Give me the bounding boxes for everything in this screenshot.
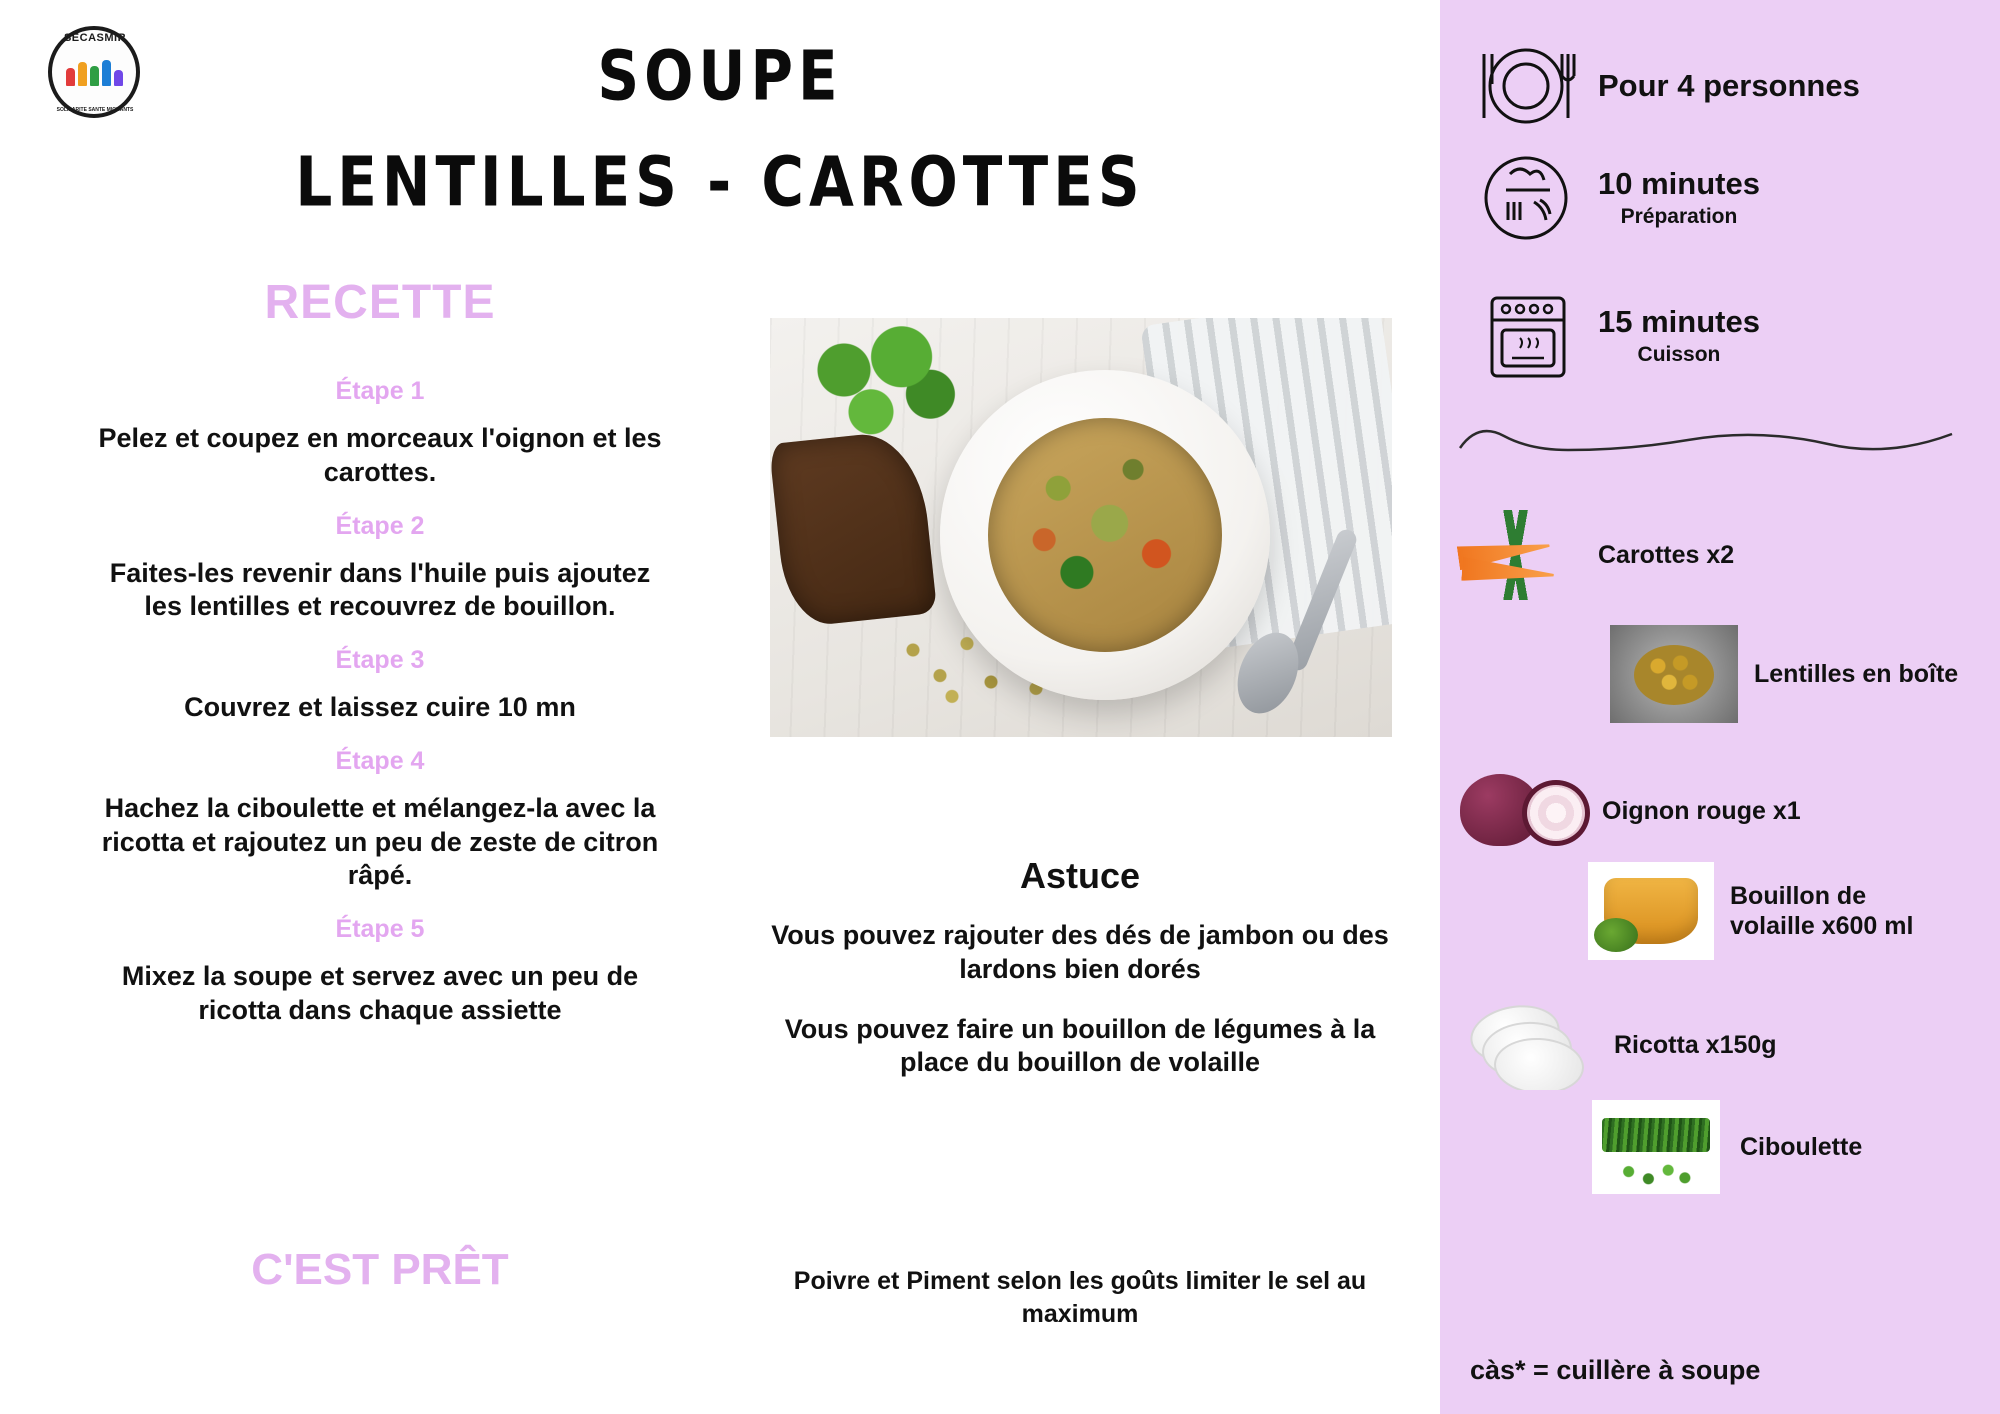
- ingredient-row-carottes: [1452, 510, 1734, 600]
- broth-image: [1588, 862, 1714, 960]
- tip-heading: Astuce: [1019, 855, 1141, 896]
- ingredient-label-carottes: Carottes x2: [1598, 541, 1735, 569]
- tip-section: [760, 855, 1400, 1106]
- step-text-1: Pelez et coupez en morceaux l'oignon et les carottes.: [98, 423, 662, 487]
- tip-line-2: Vous pouvez faire un bouillon de légumes à la place du bouillon de volaille: [784, 1013, 1376, 1078]
- ingredient-row-bouillon: [1588, 862, 1930, 960]
- recipe-heading: RECETTE: [264, 276, 496, 329]
- page-title-line2: LENTILLES - CAROTTES: [295, 141, 1145, 223]
- step-label-2: Étape 2: [335, 511, 425, 540]
- soup-bowl-shape: [940, 370, 1270, 700]
- red-onion-image: [1460, 768, 1590, 854]
- ingredient-row-ricotta: [1468, 1000, 1777, 1090]
- ingredient-label-oignon: Oignon rouge x1: [1602, 797, 1801, 825]
- ready-heading: C'EST PRÊT: [251, 1245, 509, 1294]
- servings-text: [1598, 69, 1860, 103]
- servings-value: Pour 4 personnes: [1598, 67, 1860, 103]
- soup-content-shape: [988, 418, 1222, 652]
- panel-footnote: càs* = cuillère à soupe: [1470, 1355, 1761, 1385]
- cook-text: [1598, 305, 1760, 367]
- plate-cutlery-icon: [1470, 38, 1582, 134]
- step-label-4: Étape 4: [335, 746, 425, 775]
- recipe-photo: [770, 318, 1392, 737]
- step-label-1: Étape 1: [335, 377, 425, 405]
- whisk-utensils-icon: [1470, 150, 1582, 246]
- cook-value: 15 minutes: [1598, 303, 1760, 339]
- seasoning-note: Poivre et Piment selon les goûts limiter le sel au maximum: [793, 1267, 1367, 1328]
- step-label-5: Étape 5: [335, 915, 425, 943]
- broth-herb-shape: [1594, 918, 1638, 952]
- chopped-chives-shape: [1618, 1162, 1694, 1186]
- cook-row: [1470, 288, 1760, 384]
- prep-value: 10 minutes: [1598, 165, 1760, 201]
- ricotta-image: [1468, 1000, 1598, 1090]
- step-label-3: Étape 3: [335, 646, 425, 674]
- ingredient-label-ricotta: Ricotta x150g: [1614, 1031, 1777, 1059]
- prep-text: [1598, 167, 1760, 229]
- carrots-image: [1452, 510, 1582, 600]
- logo-tagline: SOLIDARITE SANTE MIGRANTS: [56, 106, 134, 113]
- step-text-2: Faites-les revenir dans l'huile puis ajoutez les lentilles et recouvrez de bouillon.: [109, 557, 651, 622]
- ingredient-row-lentilles: [1610, 625, 1964, 723]
- swirl-divider-icon: [1456, 418, 1956, 478]
- ingredient-row-oignon: [1460, 768, 1801, 854]
- canned-lentils-image: [1610, 625, 1738, 723]
- oven-icon: [1470, 288, 1582, 384]
- ingredient-row-ciboulette: [1592, 1100, 1862, 1194]
- chives-image: [1592, 1100, 1720, 1194]
- cook-label: Cuisson: [1637, 343, 1721, 367]
- carrot-shape-2: [1461, 557, 1554, 587]
- logo-name: SECASMIR: [63, 32, 127, 44]
- parsley-shape: [790, 326, 970, 436]
- ingredient-label-lentilles: Lentilles en boîte: [1754, 660, 1959, 688]
- step-text-5: Mixez la soupe et servez avec un peu de ricotta dans chaque assiette: [121, 961, 639, 1025]
- step-text-4: Hachez la ciboulette et mélangez-la avec la ricotta et rajoutez un peu de zeste de citron râpé.: [101, 792, 659, 891]
- recipe-steps: [80, 355, 680, 1028]
- prep-label: Préparation: [1620, 205, 1738, 229]
- ingredient-label-bouillon: Bouillon de volaille x600 ml: [1730, 882, 1914, 940]
- tip-line-1: Vous pouvez rajouter des dés de jambon ou des lardons bien dorés: [771, 920, 1389, 984]
- page-title-line1: SOUPE: [597, 35, 843, 117]
- step-text-3: Couvrez et laissez cuire 10 mn: [184, 692, 576, 722]
- onion-half-shape: [1522, 780, 1590, 846]
- servings-row: [1470, 38, 1860, 134]
- prep-row: [1470, 150, 1760, 246]
- ingredient-label-ciboulette: Ciboulette: [1740, 1133, 1863, 1161]
